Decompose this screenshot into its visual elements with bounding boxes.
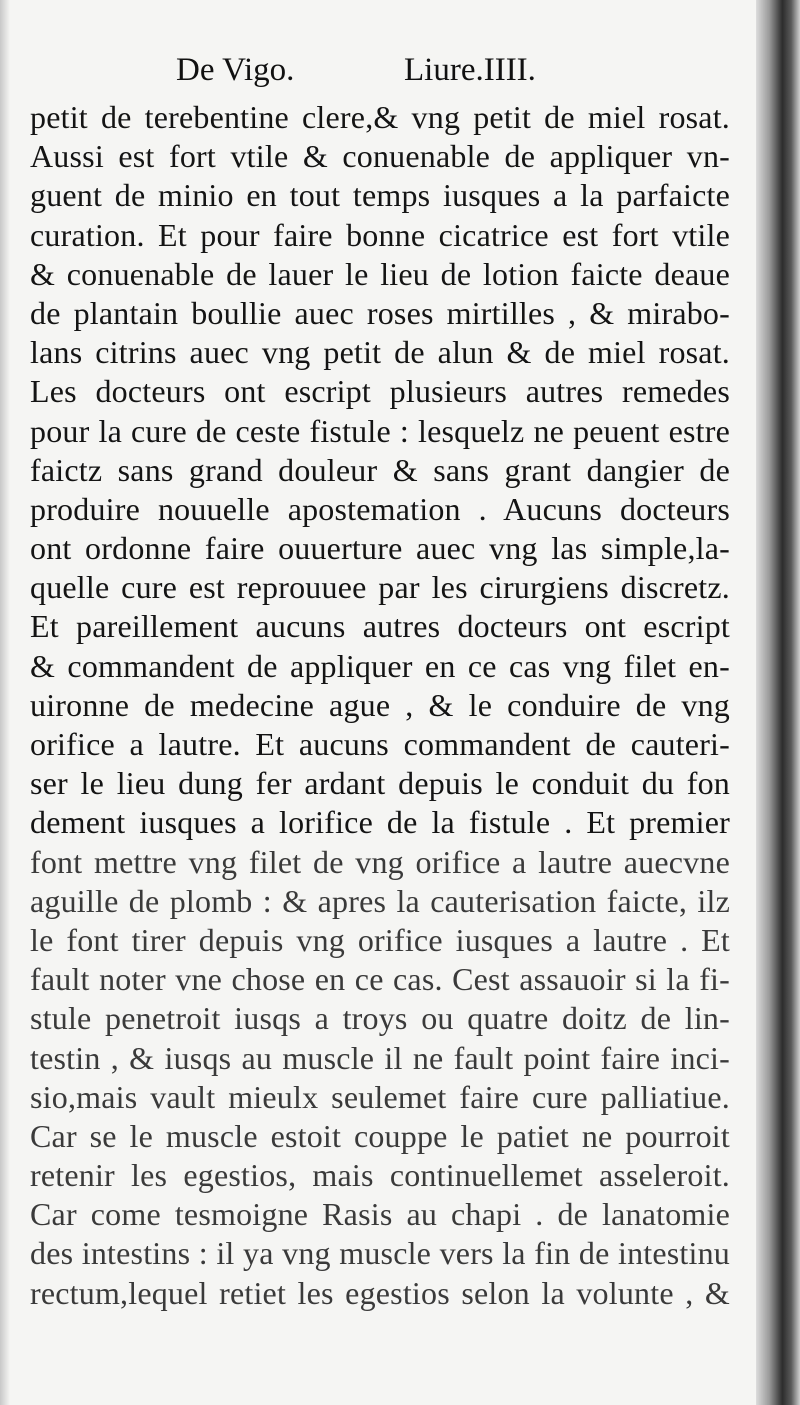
- text-line: guent de minio en tout temps iusques a la parfaicte: [30, 177, 730, 214]
- text-line: quelle cure est reprouuee par les cirurgiens discretz.: [30, 569, 730, 606]
- text-line: stule penetroit iusqs a troys ou quatre doitz de lin-: [30, 1000, 730, 1037]
- text-line: sio,mais vault mieulx seulemet faire cure palliatiue.: [30, 1078, 730, 1115]
- text-line: pour la cure de ceste fistule : lesquelz ne peuent estre: [30, 412, 730, 449]
- text-line: font mettre vng filet de vng orifice a lautre auecvne: [30, 843, 730, 880]
- text-line: Car come tesmoigne Rasis au chapi . de lanatomie: [30, 1196, 730, 1233]
- running-head-book: Liure.IIII.: [404, 52, 536, 88]
- page-left-edge: [0, 0, 10, 1405]
- text-line: Car se le muscle estoit couppe le patiet ne pourroit: [30, 1117, 730, 1154]
- text-line: lans citrins auec vng petit de alun & de miel rosat.: [30, 334, 730, 371]
- text-line: uironne de medecine ague , & le conduire de vng: [30, 686, 730, 723]
- text-line: Et pareillement aucuns autres docteurs ont escript: [30, 608, 730, 645]
- running-head: [0, 52, 750, 96]
- text-line: curation. Et pour faire bonne cicatrice est fort vtile: [30, 216, 730, 253]
- text-line: retenir les egestios, mais continuellemet asseleroit.: [30, 1157, 730, 1194]
- text-line: ont ordonne faire ouuerture auec vng las simple,la-: [30, 530, 730, 567]
- text-line: petit de terebentine clere,& vng petit de miel rosat.: [30, 99, 730, 135]
- text-line: Les docteurs ont escript plusieurs autres remedes: [30, 373, 730, 410]
- text-line: & commandent de appliquer en ce cas vng filet en-: [30, 647, 730, 684]
- binding-shadow: [756, 0, 800, 1405]
- text-line: produire nouuelle apostemation . Aucuns docteurs: [30, 490, 730, 527]
- running-head-author: De Vigo.: [176, 52, 295, 88]
- text-line: fault noter vne chose en ce cas. Cest assauoir si la fi-: [30, 961, 730, 998]
- text-line: aguille de plomb : & apres la cauterisation faicte, ilz: [30, 882, 730, 919]
- text-line: rectum,lequel retiet les egestios selon la volunte , &: [30, 1274, 730, 1311]
- text-line: testin , & iusqs au muscle il ne fault point faire inci-: [30, 1039, 730, 1076]
- text-line: faictz sans grand douleur & sans grant dangier de: [30, 451, 730, 488]
- text-line: dement iusques a lorifice de la fistule . Et premier: [30, 804, 730, 841]
- text-line: & conuenable de lauer le lieu de lotion faicte deaue: [30, 255, 730, 292]
- text-line: Aussi est fort vtile & conuenable de appliquer vn-: [30, 138, 730, 175]
- text-line: ser le lieu dung fer ardant depuis le conduit du fon: [30, 765, 730, 802]
- text-line: le font tirer depuis vng orifice iusques a lautre . Et: [30, 921, 730, 958]
- text-line: de plantain boullie auec roses mirtilles , & mirabo-: [30, 294, 730, 331]
- text-line: orifice a lautre. Et aucuns commandent de cauteri-: [30, 726, 730, 762]
- body-text: [30, 98, 730, 1313]
- text-line: des intestins : il ya vng muscle vers la fin de intestinu: [30, 1235, 730, 1272]
